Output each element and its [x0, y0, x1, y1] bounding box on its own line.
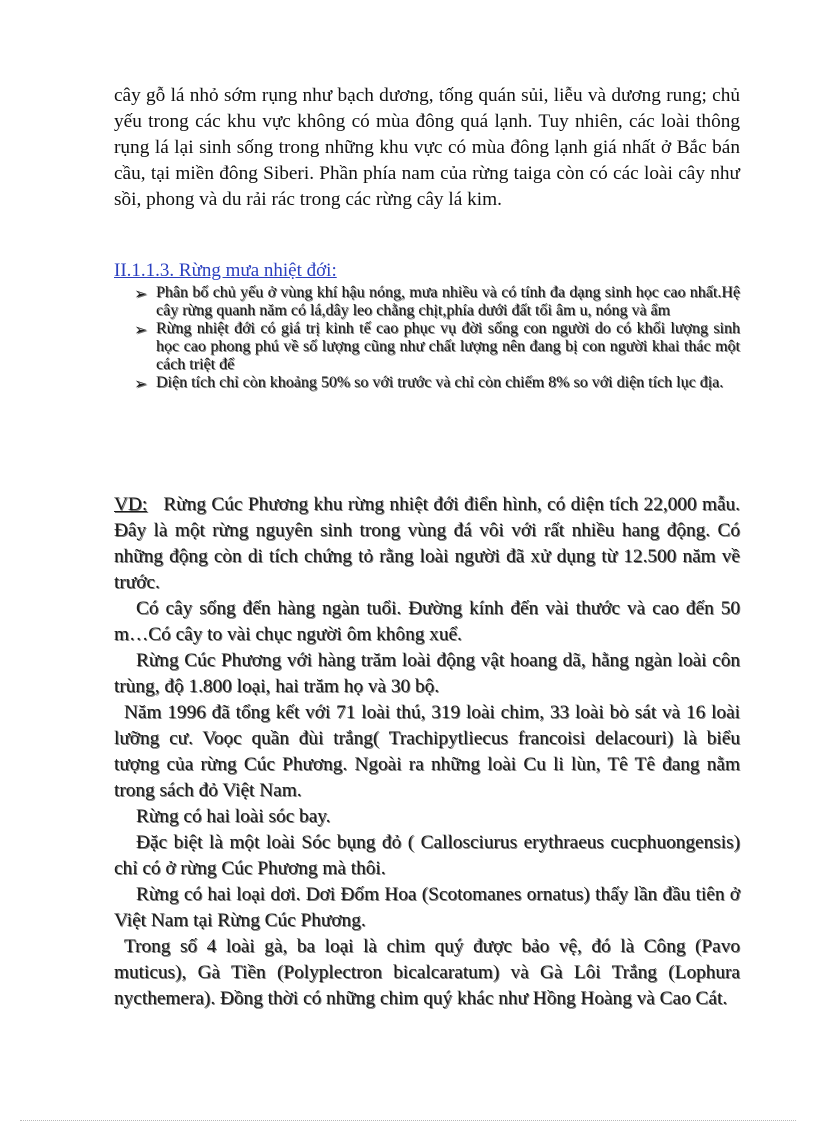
intro-paragraph [114, 83, 740, 213]
example-paragraph [114, 492, 740, 596]
bullet-item [114, 320, 740, 374]
bullet-item [114, 284, 740, 320]
arrow-bullet-icon: ➢ [134, 374, 148, 393]
bullet-item [114, 374, 740, 392]
section-heading-link[interactable]: II.1.1.3. Rừng mưa nhiệt đới: [114, 260, 337, 281]
example-block [114, 492, 740, 1012]
bullet-text: Phân bố chủ yếu ở vùng khí hậu nóng, mưa nhiều và có tính đa dạng sinh học cao nhất.Hệ cây rừng quanh năm có lá,dây leo chằng chịt,phía dưới đất tối âm u, nóng và ẩm [156, 284, 740, 319]
example-label: VD: [114, 494, 148, 515]
body-paragraph: Rừng có hai loại dơi. Dơi Đốm Hoa (Scotomanes ornatus) thấy lần đầu tiên ở Việt Nam tại Rừng Cúc Phương. [114, 884, 740, 931]
bullet-text: Rừng nhiệt đới có giá trị kinh tế cao phục vụ đời sống con người do có khối lượng sinh học cao phong phú về số lượng cũng như chất lượng nên đang bị con người khai thác một cách triệt để [156, 320, 740, 373]
body-paragraph: Rừng có hai loài sóc bay. [136, 806, 331, 827]
arrow-bullet-icon: ➢ [134, 320, 148, 339]
body-paragraph: Trong số 4 loài gà, ba loại là chim quý được bảo vệ, đó là Công (Pavo muticus), Gà Tiền (Polyplectron bicalcaratum) và Gà Lôi Trắng (Lophura nycthemera). Đồng thời có những chim quý khác như Hồng Hoàng và Cao Cát. [114, 936, 740, 1009]
example-text: Rừng Cúc Phương khu rừng nhiệt đới điển hình, có diện tích 22,000 mẫu. Đây là một rừng nguyên sinh trong vùng đá vôi với rất nhiều hang động. Có những động còn di tích chứng tỏ rằng loài người đã xử dụng từ 12.500 năm về trước. [114, 494, 740, 593]
arrow-bullet-icon: ➢ [134, 284, 148, 303]
body-paragraph: Rừng Cúc Phương với hàng trăm loài động vật hoang dã, hằng ngàn loài côn trùng, độ 1.800 loại, hai trăm họ và 30 bộ. [114, 650, 740, 697]
page-bottom-rule [20, 1120, 796, 1121]
body-paragraph: Đặc biệt là một loài Sóc bụng đỏ ( Callosciurus erythraeus cucphuongensis) chỉ có ở rừng Cúc Phương mà thôi. [114, 832, 740, 879]
body-paragraph: Có cây sống đến hàng ngàn tuổi. Đường kính đến vài thước và cao đến 50 m…Có cây to vài chục người ôm không xuể. [114, 598, 740, 645]
bullet-list [114, 284, 740, 392]
intro-text: cây gỗ lá nhỏ sớm rụng như bạch dương, tống quán sủi, liễu và dương rung; chủ yếu trong các khu vực không có mùa đông quá lạnh. Tuy nhiên, các loài thông rụng lá lại sinh sống trong những khu vực có mùa đông lạnh giá nhất ở Bắc bán cầu, tại miền đông Siberi. Phần phía nam của rừng taiga còn có các loài cây như sồi, phong và du rải rác trong các rừng cây lá kim. [114, 85, 740, 210]
bullet-text: Diện tích chỉ còn khoảng 50% so với trước và chỉ còn chiếm 8% so với diện tích lục địa. [156, 374, 724, 391]
body-paragraph: Năm 1996 đã tổng kết với 71 loài thú, 319 loài chim, 33 loài bò sát và 16 loài lưỡng cư. Voọc quần đùi trắng( Trachipytliecus francoisi delacouri) là biểu tượng của rừng Cúc Phương. Ngoài ra những loài Cu li lùn, Tê Tê đang nằm trong sách đỏ Việt Nam. [114, 702, 740, 801]
